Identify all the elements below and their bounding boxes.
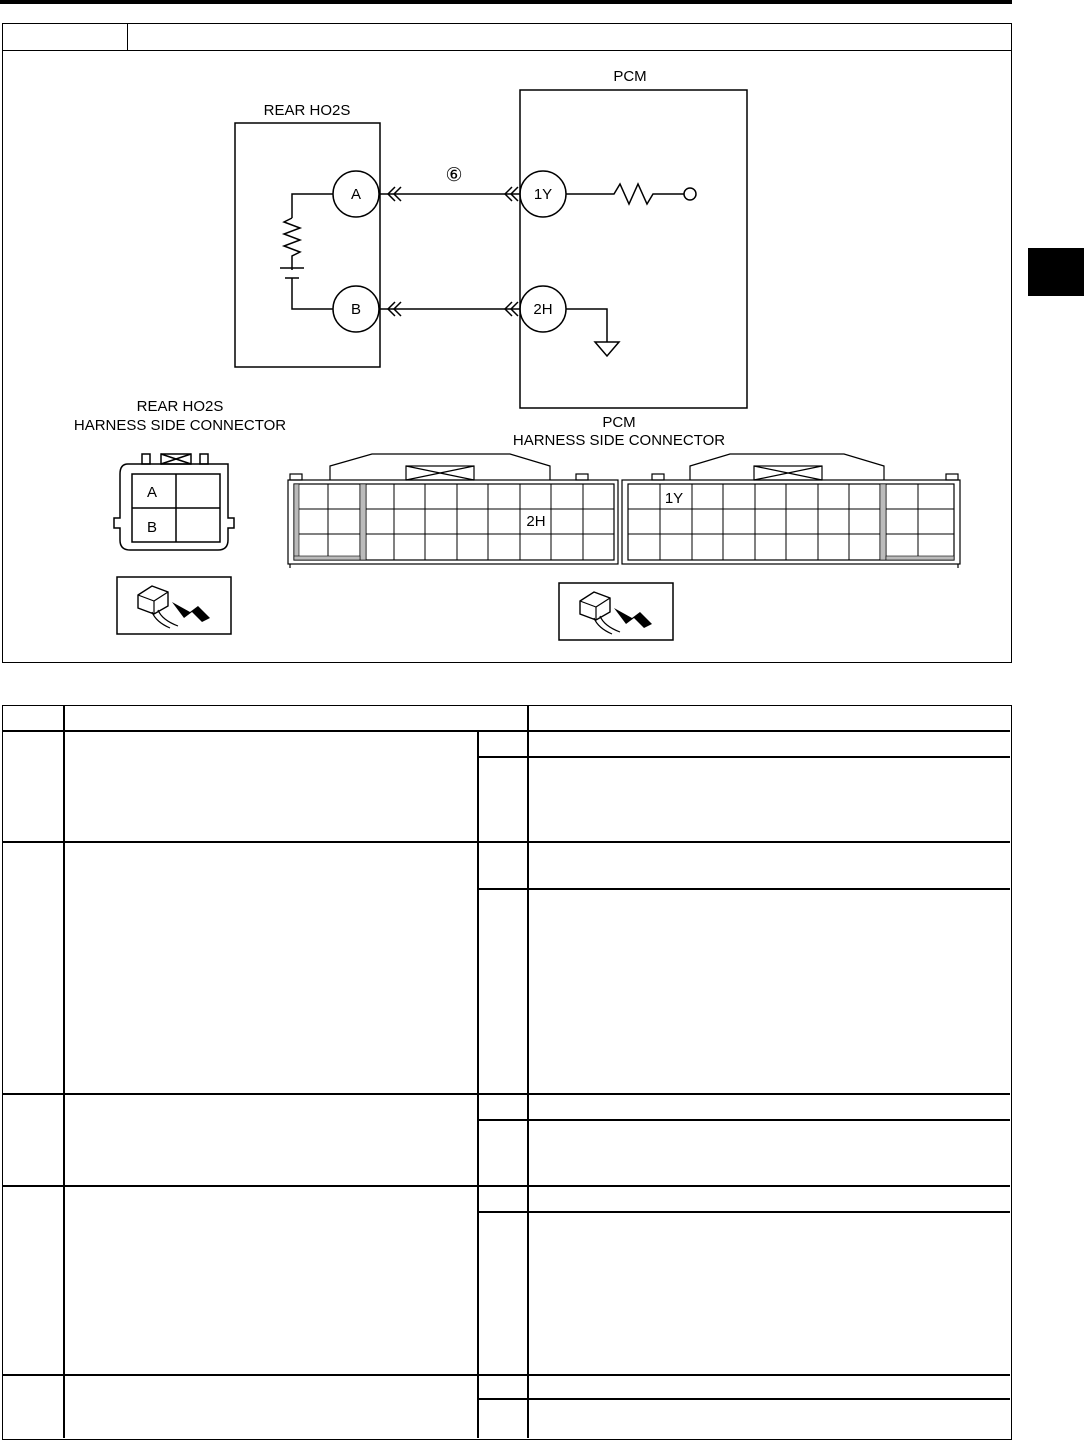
pin-1y-label: 1Y	[533, 186, 553, 203]
rear-connector-title-2: HARNESS SIDE CONNECTOR	[73, 417, 287, 434]
pcm-box	[520, 90, 747, 408]
rear-ho2s-box	[235, 123, 380, 367]
pcm-label: PCM	[613, 68, 647, 85]
connector-pin-a: A	[146, 484, 158, 501]
pcm-connector-face	[288, 454, 960, 568]
pcm-resistor-icon	[566, 184, 684, 204]
rear-ho2s-label: REAR HO2S	[263, 102, 351, 119]
wire-number-label: ⑥	[445, 165, 463, 186]
rear-connector-title-1: REAR HO2S	[136, 398, 224, 415]
diagnostic-step-table	[2, 705, 1012, 1440]
harness-side-view-icon-left	[117, 577, 231, 634]
pcm-connector-title-2: HARNESS SIDE CONNECTOR	[512, 432, 726, 449]
rear-ho2s-connector-face	[114, 454, 234, 550]
ground-icon	[595, 342, 619, 356]
harness-side-view-icon-right	[559, 583, 673, 640]
pin-a-label: A	[350, 186, 362, 203]
pcm-connector-title-1: PCM	[602, 414, 636, 431]
sensor-resistor-icon	[284, 218, 300, 270]
top-rule	[0, 0, 1012, 4]
wiring-diagram	[2, 50, 1008, 660]
pin-b-label: B	[350, 301, 362, 318]
connector-pin-1y: 1Y	[664, 490, 684, 507]
diagram-header	[3, 24, 1011, 51]
connector-pin-b: B	[146, 519, 158, 536]
connector-pin-2h: 2H	[526, 513, 546, 530]
section-tab	[1028, 248, 1084, 296]
pcm-terminal-icon	[684, 188, 696, 200]
pin-2h-label: 2H	[533, 301, 553, 318]
